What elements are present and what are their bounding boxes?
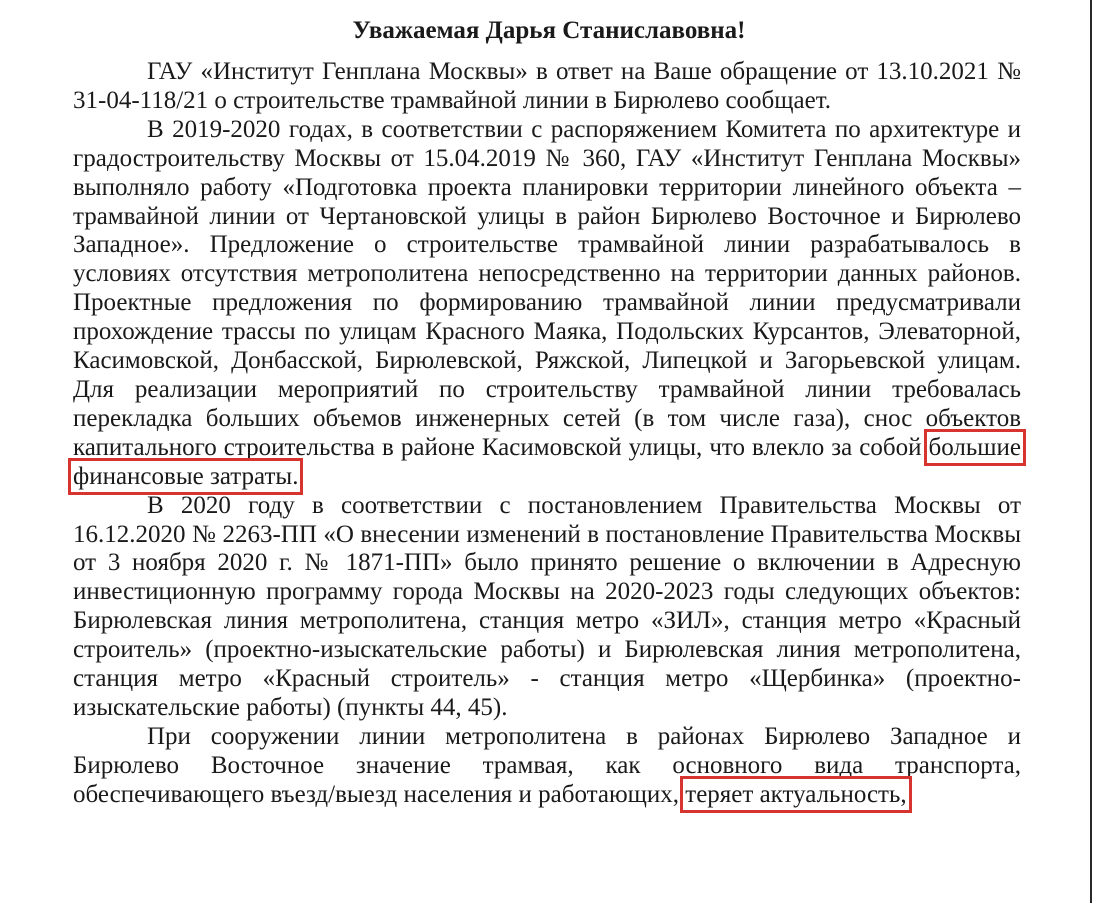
highlight-loses-relevance: теряет актуальность, — [685, 780, 907, 808]
letter-body — [73, 58, 1021, 810]
highlight-financial-costs: большие финансовые затраты. — [73, 433, 1022, 490]
salutation: Уважаемая Дарья Станиславовна! — [352, 17, 746, 44]
paragraph-text: ГАУ «Институт Генплана Москвы» в ответ на Ваше обращение от 13.10.2021 № 31-04-118/21 о строительстве трамвайной линии в Бирюлево сообщает. — [73, 58, 1021, 114]
paragraph-tram-project — [73, 116, 1021, 492]
scan-edge-line — [1090, 0, 1092, 903]
paragraph-text: В 2019-2020 годах, в соответствии с распоряжением Комитета по архитектуре и градостроительству Москвы от 15.04.2019 № 360, ГАУ «Институт Генплана Москвы» выполняло работу «Подготовка проекта планировки территории линейного объекта – трамвайной линии от Чертановской улицы в район Бирюлево Восточное и Бирюлево Западное». Предложение о строительстве трамвайной линии разрабатывалось в условиях отсутствия метрополитена непосредственно на территории данных районов. Проектные предложения по формированию трамвайной линии предусматривали прохождение трассы по улицам Красного Маяка, Подольских Курсантов, Элеваторной, Касимовской, Донбасской, Бирюлевской, Ряжской, Липецкой и Загорьевской улицам. Для реализации мероприятий по строительству трамвайной линии требовалась перекладка больших объемов инженерных сетей (в том числе газа), снос объектов капитального строительства в районе Касимовской улицы, что влекло за собой — [73, 115, 1021, 461]
paragraph-text: В 2020 году в соответствии с постановлением Правительства Москвы от 16.12.2020 № 2263-ПП «О внесении изменений в постановление Правительства Москвы от 3 ноября 2020 г. № 1871-ПП» было принято решение о включении в Адресную инвестиционную программу города Москвы на 2020-2023 годы следующих объектов: Бирюлевская линия метрополитена, станция метро «ЗИЛ», станция метро «Красный строитель» (проектно-изыскательские работы) и Бирюлевская линия метрополитена, станция метро «Красный строитель» - станция метро «Щербинка» (проектно-изыскательские работы) (пункты 44, 45). — [73, 491, 1021, 721]
paragraph-response — [73, 58, 1021, 116]
paragraph-text: При сооружении линии метрополитена в районах Бирюлево Западное и Бирюлево Восточное значение трамвая, как основного вида транспорта, обеспечивающего въезд/выезд населения и работающих, — [73, 722, 1021, 808]
paragraph-conclusion — [73, 723, 1021, 810]
paragraph-metro-decision — [73, 492, 1021, 723]
